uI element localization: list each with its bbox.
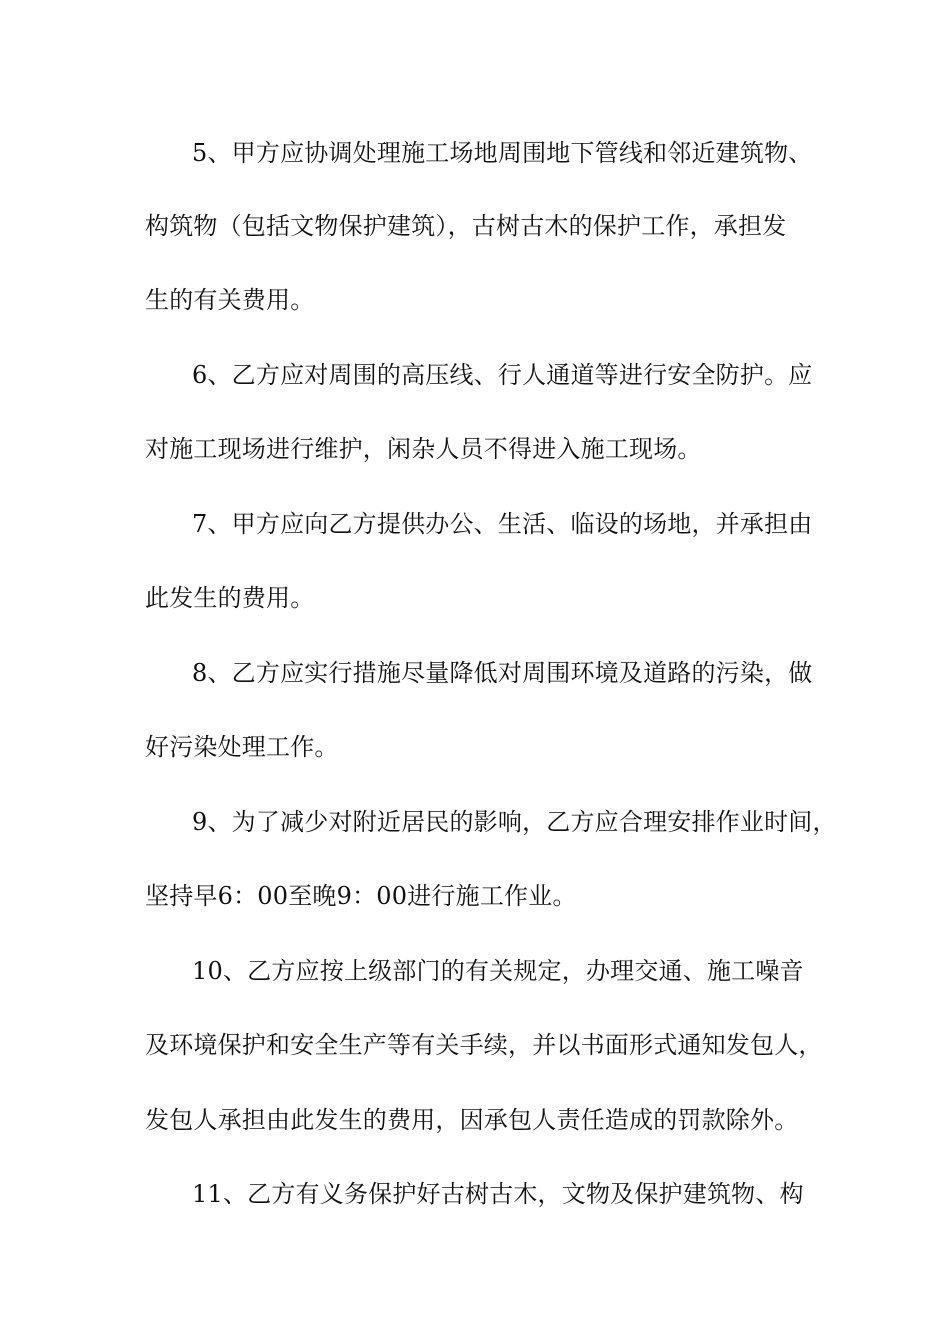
text-line: 6、乙方应对周围的高压线、行人通道等进行安全防护。应 [192,361,813,389]
text-line: 生的有关费用。 [145,286,315,314]
text-line: 及环境保护和安全生产等有关手续，并以书面形式通知发包人， [145,1031,823,1059]
text-line: 11、乙方有义务保护好古树古木，文物及保护建筑物、构 [192,1180,804,1208]
text-line: 此发生的费用。 [145,584,315,612]
text-line: 9、为了减少对附近居民的影响，乙方应合理安排作业时间， [192,808,837,836]
text-line: 7、甲方应向乙方提供办公、生活、临设的场地，并承担由 [192,510,813,538]
text-line: 构筑物（包括文物保护建筑），古树古木的保护工作，承担发 [145,212,787,240]
text-line: 8、乙方应实行措施尽量降低对周围环境及道路的污染，做 [192,659,813,687]
text-line: 5、甲方应协调处理施工场地周围地下管线和邻近建筑物、 [192,139,813,167]
text-line: 对施工现场进行维护，闲杂人员不得进入施工现场。 [145,435,702,463]
text-line: 好污染处理工作。 [145,733,339,761]
text-line: 10、乙方应按上级部门的有关规定，办理交通、施工噪音 [192,957,804,985]
text-line: 发包人承担由此发生的费用，因承包人责任造成的罚款除外。 [145,1106,799,1134]
text-line: 坚持早6：00至晚9：00进行施工作业。 [145,882,577,910]
